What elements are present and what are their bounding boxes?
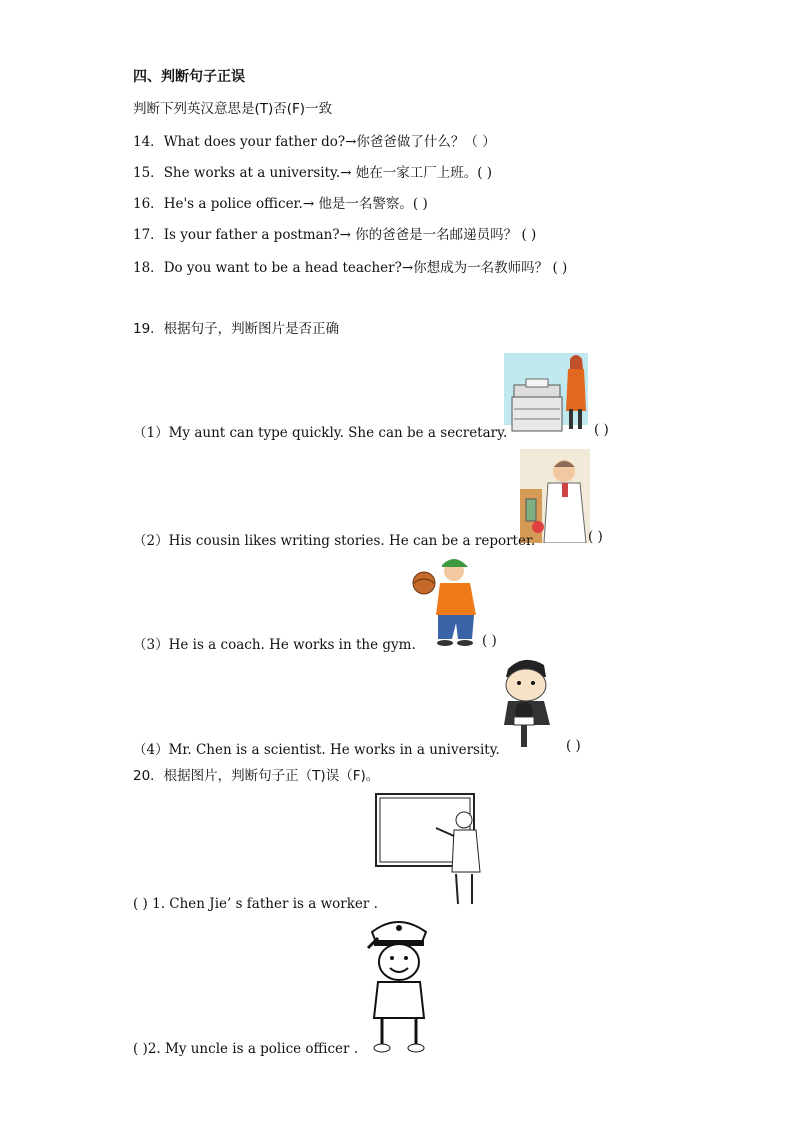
- answer-blank[interactable]: ( ): [594, 422, 609, 438]
- item-text: （3）He is a coach. He works in the gym.: [133, 637, 416, 653]
- man-with-basketball-picture: [410, 553, 482, 647]
- item-text: ( ) 1. Chen Jie’ s father is a worker .: [133, 896, 378, 912]
- teacher-at-blackboard-picture: [372, 790, 488, 908]
- answer-blank[interactable]: ( ): [588, 529, 603, 545]
- item-text: （2）His cousin likes writing stories. He can be a reporter.: [133, 533, 536, 549]
- question-text: Is your father a postman?→ 你的爸爸是一名邮递员吗？ ( ): [163, 227, 537, 243]
- item-text: （1）My aunt can type quickly. She can be a secretary.: [133, 425, 508, 441]
- q19-item-4: [133, 738, 500, 758]
- item-text: （4）Mr. Chen is a scientist. He works in a university.: [133, 742, 500, 758]
- question-number: 18．: [133, 260, 164, 276]
- q19-item-2: [133, 529, 535, 549]
- question-text: What does your father do?→你爸爸做了什么？（ ）: [163, 134, 496, 150]
- question-14: [133, 130, 496, 150]
- question-text: She works at a university.→ 她在一家工厂上班。( ): [163, 165, 493, 181]
- question-number: 15．: [133, 165, 164, 181]
- answer-blank[interactable]: ( ): [566, 738, 581, 754]
- question-15: [133, 161, 492, 181]
- question-number: 14．: [133, 134, 164, 150]
- question-17: [133, 223, 536, 243]
- question-16: [133, 192, 428, 212]
- police-officer-saluting-picture: [358, 912, 440, 1054]
- question-text: He's a police officer.→ 他是一名警察。( ): [163, 196, 428, 212]
- answer-blank[interactable]: ( ): [482, 633, 497, 649]
- section-heading: 四、判断句子正误: [133, 69, 245, 85]
- q19-item-3: [133, 633, 416, 653]
- section-instruction: 判断下列英汉意思是(T)否(F)一致: [133, 101, 333, 117]
- question-20-title: 20．根据图片，判断句子正（T)误（F)。: [133, 768, 380, 784]
- question-number: 17．: [133, 227, 164, 243]
- q20-item-1: [133, 896, 378, 912]
- secretary-at-copier-picture: [500, 349, 592, 435]
- q20-item-2: [133, 1041, 358, 1057]
- question-18: [133, 256, 567, 276]
- question-number: 16．: [133, 196, 164, 212]
- question-text: Do you want to be a head teacher?→你想成为一名教师吗？ ( ): [163, 260, 568, 276]
- news-reporter-with-microphone-picture: [494, 655, 560, 751]
- q19-item-1: [133, 421, 507, 441]
- item-text: ( )2. My uncle is a police officer .: [133, 1041, 359, 1057]
- question-19-title: 19．根据句子，判断图片是否正确: [133, 321, 340, 337]
